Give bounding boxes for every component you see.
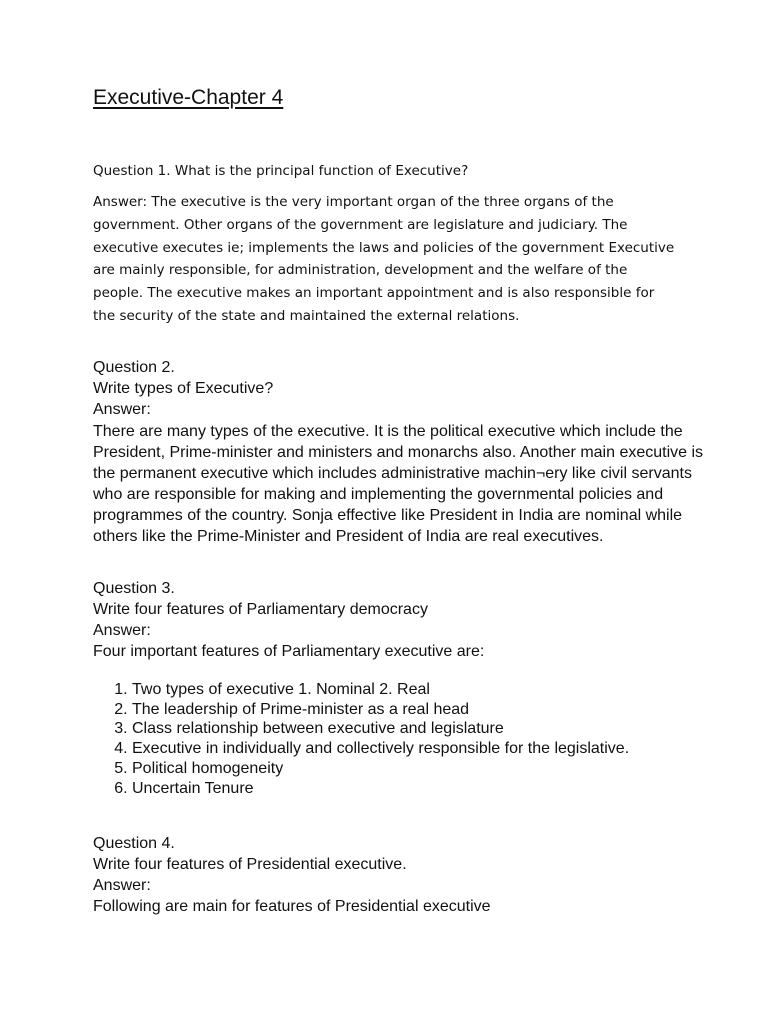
question-4-answer-label: Answer: bbox=[93, 876, 151, 894]
question-4 bbox=[93, 834, 713, 918]
question-3-text: Write four features of Parliamentary democracy bbox=[93, 600, 428, 618]
question-2 bbox=[93, 358, 713, 547]
question-1 bbox=[93, 160, 683, 328]
question-3 bbox=[93, 579, 713, 663]
list-item: 4. Executive in individually and collectively responsible for the legislative. bbox=[132, 739, 692, 759]
page-title: Executive-Chapter 4 bbox=[93, 86, 284, 109]
list-item: 5. Political homogeneity bbox=[132, 759, 692, 779]
question-3-heading: Question 3. bbox=[93, 580, 175, 597]
list-item: 6. Uncertain Tenure bbox=[132, 779, 692, 799]
question-2-heading: Question 2. bbox=[93, 359, 175, 376]
list-item: 3. Class relationship between executive and legislature bbox=[132, 719, 692, 739]
question-2-text: Write types of Executive? bbox=[93, 379, 274, 397]
question-4-text: Write four features of Presidential executive. bbox=[93, 855, 407, 873]
features-list bbox=[106, 680, 692, 798]
question-2-answer: There are many types of the executive. It is the political executive which include the President, Prime-minister and ministers and monarchs also. Another main executive is the permanent executive which includes administrative machin¬ery like civil servants who are responsible for making and implementing the governmental policies and programmes of the country. Sonja effective like President in India are nominal while others like the Prime-Minister and President of India are real executives. bbox=[93, 422, 704, 546]
question-3-intro: Four important features of Parliamentary executive are: bbox=[93, 642, 485, 660]
question-1-answer: Answer: The executive is the very important organ of the three organs of the government. Other organs of the government are legislature and judiciary. The executive executes ie; implements the laws and policies of the government Executive are mainly responsible, for administration, development and the welfare of the people. The executive makes an important appointment and is also responsible for the security of the state and maintained the external relations. bbox=[93, 194, 675, 324]
question-4-heading: Question 4. bbox=[93, 835, 175, 852]
question-3-answer-label: Answer: bbox=[93, 621, 151, 639]
question-2-answer-label: Answer: bbox=[93, 400, 151, 418]
question-1-text: Question 1. What is the principal function of Executive? bbox=[93, 163, 469, 179]
list-item: 1. Two types of executive 1. Nominal 2. Real bbox=[132, 680, 692, 700]
list-item: 2. The leadership of Prime-minister as a real head bbox=[132, 700, 692, 720]
question-4-answer: Following are main for features of Presidential executive bbox=[93, 897, 491, 915]
